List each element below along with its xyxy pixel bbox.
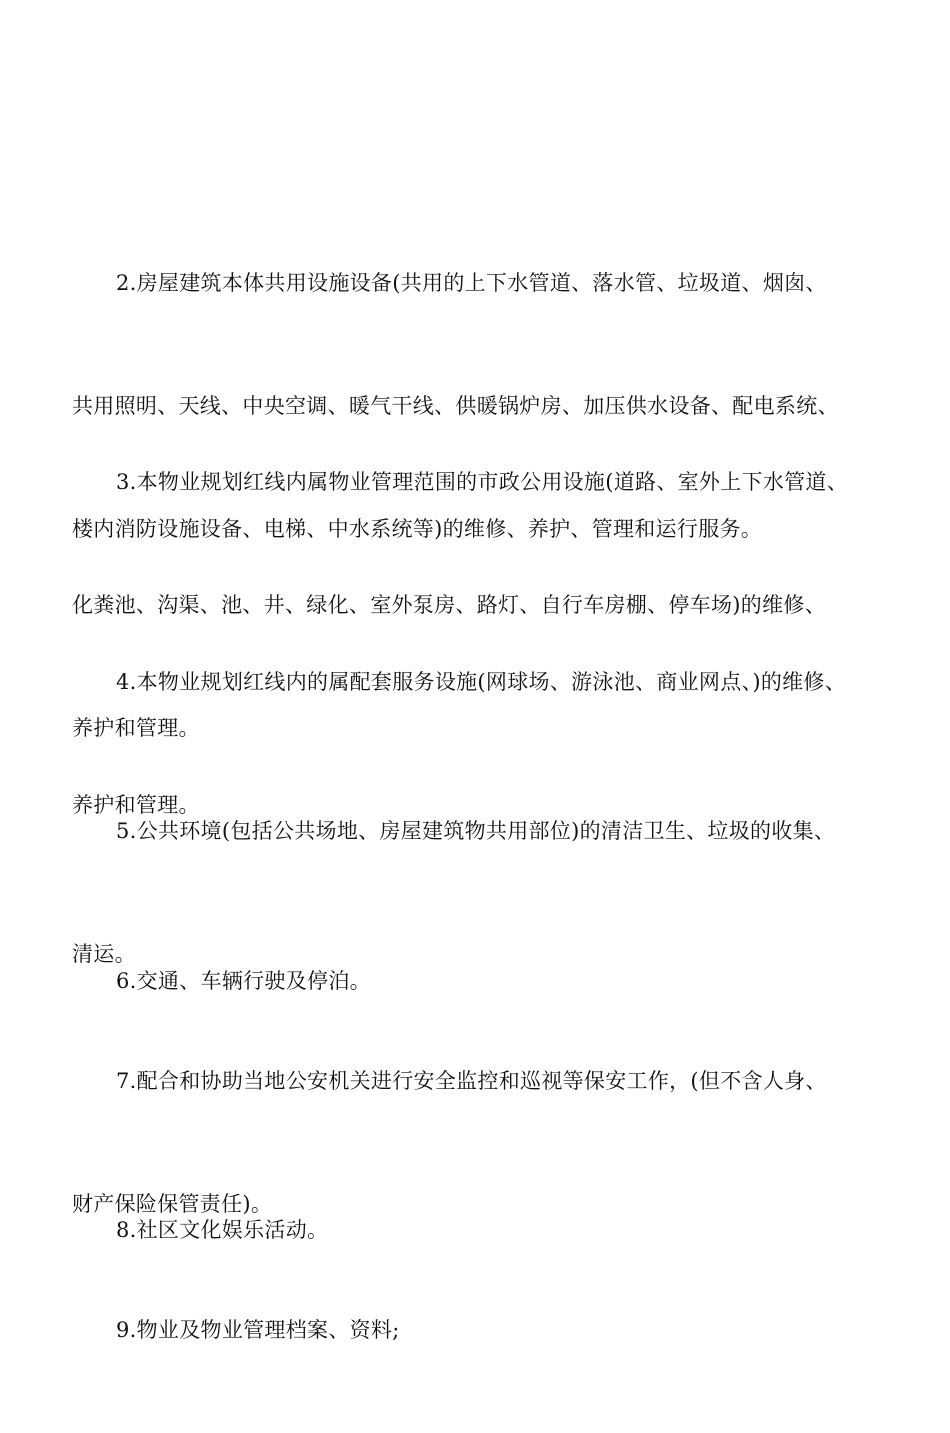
paragraph-line: 5.公共环境(包括公共场地、房屋建筑物共用部位)的清洁卫生、垃圾的收集、: [116, 819, 836, 843]
paragraph-line: 养护和管理。: [72, 793, 200, 817]
paragraph-line: 化粪池、沟渠、池、井、绿化、室外泵房、路灯、自行车房棚、停车场)的维修、: [72, 593, 826, 617]
paragraph-line: 7.配合和协助当地公安机关进行安全监控和巡视等保安工作，(但不含人身、: [116, 1069, 827, 1093]
paragraph-line: 共用照明、天线、中央空调、暖气干线、供暖锅炉房、加压供水设备、配电系统、: [72, 394, 839, 418]
paragraph-line: 财产保险保管责任)。: [72, 1192, 273, 1216]
paragraph-line: 9.物业及物业管理档案、资料;: [116, 1318, 400, 1342]
paragraph-line: 2.房屋建筑本体共用设施设备(共用的上下水管道、落水管、垃圾道、烟囱、: [116, 271, 827, 295]
paragraph-line: 6.交通、车辆行驶及停泊。: [116, 969, 371, 993]
paragraph-item-9: [72, 1228, 892, 1433]
paragraph-line: 8.社区文化娱乐活动。: [116, 1218, 329, 1242]
paragraph-line: 4.本物业规划红线内的属配套服务设施(网球场、游泳池、商业网点、)的维修、: [116, 670, 847, 694]
paragraph-line: 楼内消防设施设备、电梯、中水系统等)的维修、养护、管理和运行服务。: [72, 517, 763, 541]
paragraph-line: 养护和管理。: [72, 716, 200, 740]
paragraph-line: 3.本物业规划红线内属物业管理范围的市政公用设施(道路、室外上下水管道、: [116, 470, 849, 494]
paragraph-line: 清运。: [72, 942, 136, 966]
